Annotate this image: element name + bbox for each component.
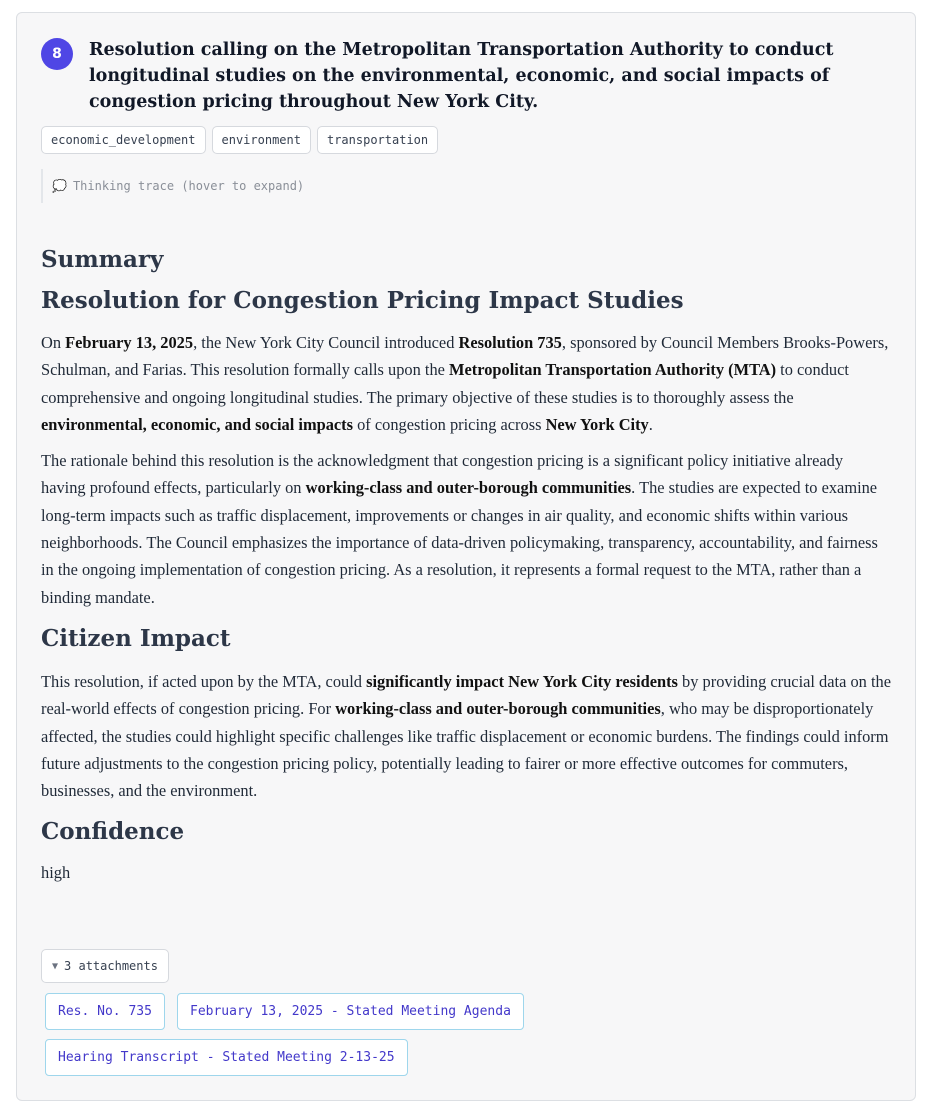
resolution-card — [16, 12, 916, 1101]
attachment-link[interactable]: Res. No. 735 — [45, 993, 165, 1030]
triangle-down-icon: ▼ — [52, 960, 59, 972]
tag-economic-development[interactable]: economic_development — [41, 126, 206, 154]
attachments-toggle-label: 3 attachments — [64, 959, 158, 973]
summary-paragraph-2: The rationale behind this resolution is the acknowledgment that congestion pricing is a significant policy initiative already having profound effects, particularly on working-class and outer-borough communities. The studies are expected to examine long-term impacts such as traffic displacement, improvements or changes in air quality, and economic shifts within various neighborhoods. The Council emphasizes the importance of data-driven policymaking, transparency, accountability, and fairness in the ongoing implementation of congestion pricing. As a resolution, it represents a formal request to the MTA, rather than a binding mandate. — [41, 451, 878, 607]
confidence-value: high — [41, 863, 71, 883]
item-number-badge: 8 — [41, 38, 73, 70]
summary-title: Resolution for Congestion Pricing Impact Studies — [41, 287, 684, 314]
summary-paragraph-1: On February 13, 2025, the New York City Council introduced Resolution 735, sponsored by Council Members Brooks-Powers, Schulman, and Farias. This resolution formally calls upon the Metropolitan Transportation Authority (MTA) to conduct comprehensive and ongoing longitudinal studies. The primary objective of these studies is to thoroughly assess the environmental, economic, and social impacts of congestion pricing across New York City. — [41, 333, 889, 434]
thinking-trace-label: Thinking trace (hover to expand) — [72, 179, 305, 193]
summary-heading: Summary — [41, 246, 164, 273]
citizen-impact-paragraph: This resolution, if acted upon by the MTA, could significantly impact New York City residents by providing crucial data on the real-world effects of congestion pricing. For working-class and outer-borough communities, who may be disproportionately affected, the studies could highlight specific challenges like traffic displacement or economic burdens. The findings could inform future adjustments to the congestion pricing policy, potentially leading to fairer or more effective outcomes for commuters, businesses, and the environment. — [41, 671, 891, 801]
attachments-toggle[interactable] — [41, 949, 169, 983]
tag-transportation[interactable]: transportation — [317, 126, 438, 154]
resolution-title: Resolution calling on the Metropolitan Transportation Authority to conduct longitudinal studies on the environmental, economic, and social impacts of congestion pricing throughout New York City. — [89, 40, 834, 112]
thinking-trace[interactable] — [41, 169, 371, 203]
citizen-impact-heading: Citizen Impact — [41, 624, 231, 652]
attachment-link[interactable]: February 13, 2025 - Stated Meeting Agenda — [177, 993, 524, 1030]
summary-content — [41, 241, 891, 885]
tag-environment[interactable]: environment — [212, 126, 311, 154]
attachment-link[interactable]: Hearing Transcript - Stated Meeting 2-13-25 — [45, 1039, 408, 1076]
tag-list — [41, 126, 438, 154]
speech-bubble-icon: 💭 — [52, 179, 67, 193]
confidence-heading: Confidence — [41, 818, 185, 846]
